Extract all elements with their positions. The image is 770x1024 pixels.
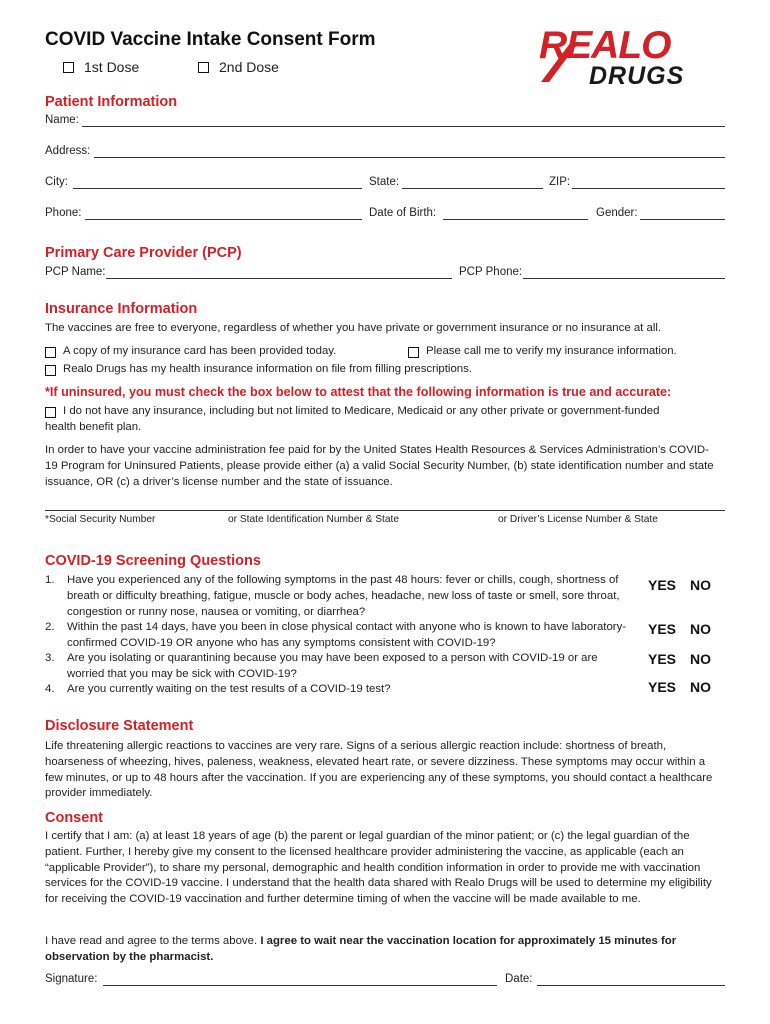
pcp-phone-field[interactable] xyxy=(523,278,725,279)
consent-text: I certify that I am: (a) at least 18 years of age (b) the parent or legal guardian of the minor patient; or (c) the legal guardian of the patient. Further, I hereby give my consent to the licensed healthcare provider administering the vaccine, as applicable (each an “applicable Provider”), to share my personal, demographic and health condition information in order to provide me with vaccination services for the COVID-19 vaccine. I understand that the health data shared with Realo Drugs will be used to determine my eligibility for receiving the COVID-19 vaccination and further determine timing of when the vaccine will be made available to me. xyxy=(45,830,712,906)
question-number: 1. xyxy=(45,574,55,586)
realo-drugs-logo xyxy=(535,20,725,92)
state-label: State: xyxy=(369,176,400,188)
agreement-plain: I have read and agree to the terms above. xyxy=(45,935,258,947)
insurance-card-option[interactable] xyxy=(45,345,336,358)
address-field[interactable] xyxy=(94,157,725,158)
no-option[interactable]: NO xyxy=(690,651,712,667)
pcp-name-field[interactable] xyxy=(106,278,452,279)
date-label: Date: xyxy=(505,973,533,985)
question-text: Have you experienced any of the following symptoms in the past 48 hours: fever or chills, cough, shortness of breath or difficulty breathing, fatigue, muscle or body aches, headache, new loss of taste or smell, sore throat, congestion or runny nose, nausea or vomiting, or diarrhea? xyxy=(67,574,620,618)
insurance-on-file-label: Realo Drugs has my health insurance information on file from filling prescriptions. xyxy=(63,363,472,375)
phone-label: Phone: xyxy=(45,207,82,219)
gender-field[interactable] xyxy=(640,219,725,220)
first-dose-label: 1st Dose xyxy=(84,59,140,75)
pcp-phone-label: PCP Phone: xyxy=(459,266,523,278)
agreement-bold: I agree to wait near the vaccination location for approximately 15 minutes for observation by the pharmacist. xyxy=(45,935,677,963)
address-label: Address: xyxy=(45,145,91,157)
consent-heading: Consent xyxy=(45,810,103,826)
insurance-intro: The vaccines are free to everyone, regardless of whether you have private or government insurance or no insurance at all. xyxy=(45,322,662,334)
uninsured-label-line1: I do not have any insurance, including but not limited to Medicare, Medicaid or any other private or government-funded xyxy=(63,405,660,417)
id-number-field[interactable] xyxy=(45,510,725,511)
name-label: Name: xyxy=(45,114,79,126)
logo-drugs-text: DRUGS xyxy=(589,62,685,90)
screening-question-4 xyxy=(45,682,635,698)
insurance-card-label: A copy of my insurance card has been provided today. xyxy=(63,345,337,357)
second-dose-checkbox[interactable] xyxy=(198,62,209,73)
yes-option[interactable]: YES xyxy=(648,577,677,593)
verify-insurance-option[interactable] xyxy=(408,345,677,358)
name-field[interactable] xyxy=(82,126,725,127)
pcp-heading: Primary Care Provider (PCP) xyxy=(45,245,242,261)
question-text: Are you currently waiting on the test results of a COVID-19 test? xyxy=(67,683,391,695)
uninsured-label-line2: health benefit plan. xyxy=(45,421,142,433)
question-4-answers xyxy=(648,679,711,695)
screening-question-2 xyxy=(45,620,635,652)
screening-question-3 xyxy=(45,651,635,683)
verify-insurance-checkbox[interactable] xyxy=(408,347,419,358)
insurance-card-checkbox[interactable] xyxy=(45,347,56,358)
drivers-license-label: or Driver’s License Number & State xyxy=(498,514,658,525)
disclosure-text: Life threatening allergic reactions to vaccines are very rare. Signs of a serious allergic reaction include: shortness of breath, hoarseness of wheezing, hives, paleness, weakness, elevated heart rate, or severe dizziness. These symptoms may occur within a few minutes, or up to 48 hours after the vaccination. If you are experiencing any of these symptoms, you should contact a healthcare provider immediately. xyxy=(45,740,713,800)
dob-label: Date of Birth: xyxy=(369,207,437,219)
uninsured-fee-text: In order to have your vaccine administration fee paid for by the United States Health Resources & Services Administration’s COVID-19 Program for Uninsured Patients, please provide either (a) a valid Social Security Number, (b) state identification number and state issuance, OR (c) a driver’s license number and the state of issuance. xyxy=(45,444,714,488)
yes-option[interactable]: YES xyxy=(648,679,677,695)
first-dose-checkbox[interactable] xyxy=(63,62,74,73)
state-id-label: or State Identification Number & State xyxy=(228,514,400,525)
disclosure-heading: Disclosure Statement xyxy=(45,718,194,734)
agreement-text xyxy=(45,934,720,966)
no-option[interactable]: NO xyxy=(690,679,712,695)
patient-info-heading: Patient Information xyxy=(45,94,178,110)
uninsured-attest-heading: *If uninsured, you must check the box below to attest that the following information is true and accurate: xyxy=(45,385,672,399)
insurance-heading: Insurance Information xyxy=(45,301,198,317)
logo-realo-text: REALO xyxy=(539,24,671,67)
uninsured-option[interactable] xyxy=(45,405,659,418)
state-field[interactable] xyxy=(402,188,543,189)
question-text: Are you isolating or quarantining because you may have been exposed to a person with COVID-19 or are worried that you may be sick with COVID-19? xyxy=(67,652,598,680)
signature-label: Signature: xyxy=(45,973,98,985)
city-field[interactable] xyxy=(73,188,362,189)
question-text: Within the past 14 days, have you been in close physical contact with anyone who is known to have laboratory-confirmed COVID-19 OR anyone who has any symptoms consistent with COVID-19? xyxy=(67,621,627,649)
question-number: 2. xyxy=(45,621,55,633)
no-option[interactable]: NO xyxy=(690,577,712,593)
question-3-answers xyxy=(648,651,711,667)
yes-option[interactable]: YES xyxy=(648,651,677,667)
first-dose-option[interactable] xyxy=(63,59,139,75)
second-dose-option[interactable] xyxy=(198,59,279,75)
date-field[interactable] xyxy=(537,985,725,986)
gender-label: Gender: xyxy=(596,207,638,219)
screening-question-1 xyxy=(45,573,635,620)
question-1-answers xyxy=(648,577,711,593)
insurance-on-file-option[interactable] xyxy=(45,363,472,376)
signature-field[interactable] xyxy=(103,985,497,986)
phone-field[interactable] xyxy=(85,219,362,220)
form-title: COVID Vaccine Intake Consent Form xyxy=(45,29,376,50)
question-number: 3. xyxy=(45,652,55,664)
question-number: 4. xyxy=(45,683,55,695)
zip-label: ZIP: xyxy=(549,176,571,188)
pcp-name-label: PCP Name: xyxy=(45,266,106,278)
no-option[interactable]: NO xyxy=(690,621,712,637)
dob-field[interactable] xyxy=(443,219,588,220)
second-dose-label: 2nd Dose xyxy=(219,59,279,75)
question-2-answers xyxy=(648,621,711,637)
screening-heading: COVID-19 Screening Questions xyxy=(45,553,261,569)
ssn-label: *Social Security Number xyxy=(45,514,156,525)
zip-field[interactable] xyxy=(572,188,725,189)
verify-insurance-label: Please call me to verify my insurance information. xyxy=(426,345,677,357)
city-label: City: xyxy=(45,176,68,188)
yes-option[interactable]: YES xyxy=(648,621,677,637)
insurance-on-file-checkbox[interactable] xyxy=(45,365,56,376)
uninsured-checkbox[interactable] xyxy=(45,407,56,418)
